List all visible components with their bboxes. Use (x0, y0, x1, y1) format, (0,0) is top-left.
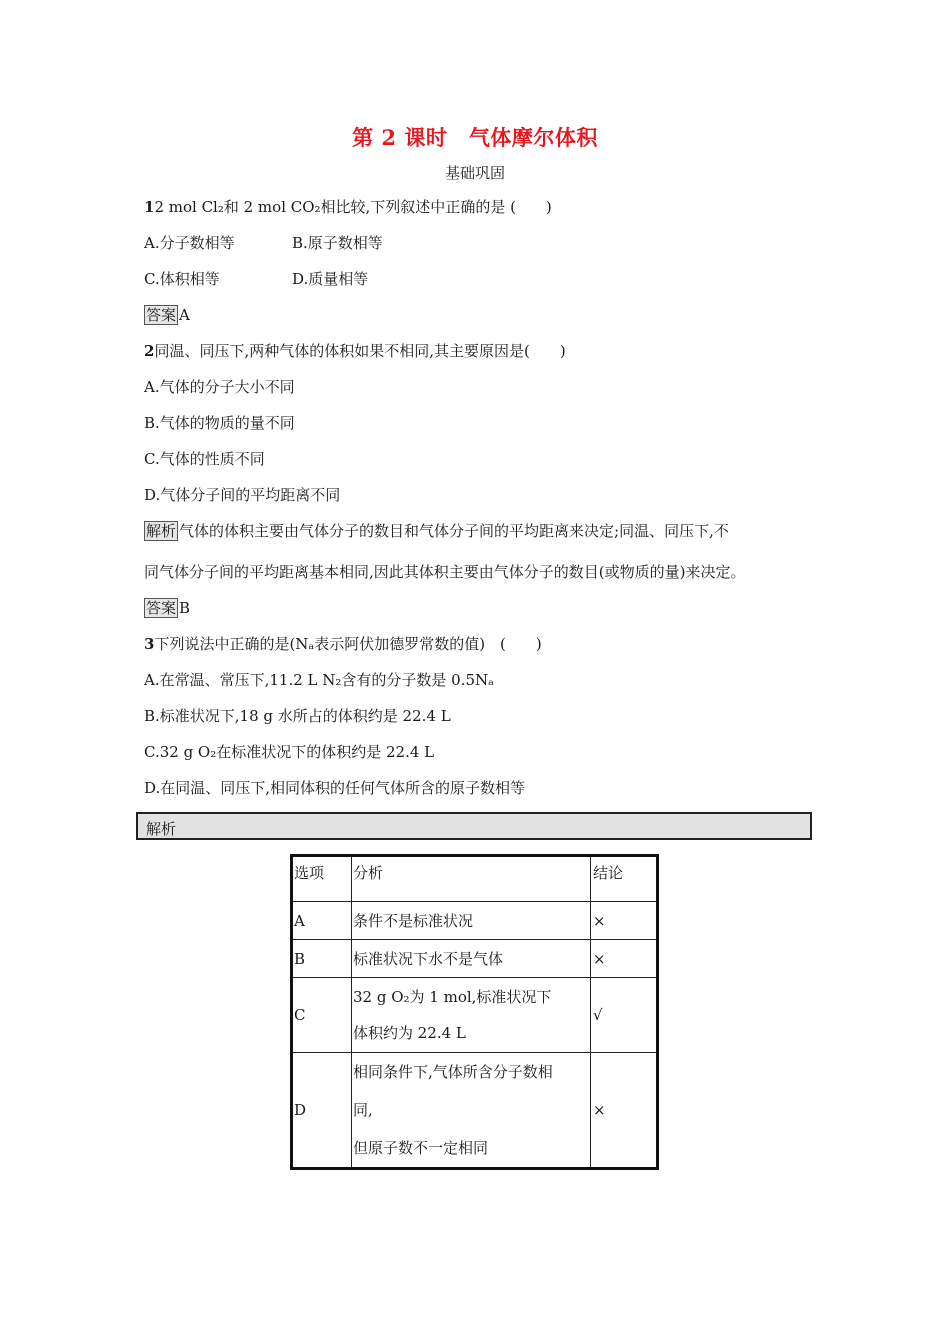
q2-answer (144, 598, 190, 618)
question-3-stem (144, 634, 542, 654)
q1-option-b: B.原子数相等 (292, 234, 383, 252)
answer-value: A (179, 306, 190, 324)
q1-option-d: D.质量相等 (292, 270, 369, 288)
table-header-row (292, 856, 658, 902)
row-analysis (352, 1053, 591, 1169)
analysis-line: 但原子数不一定相同 (353, 1139, 489, 1157)
analysis-tag: 解析 (146, 522, 177, 540)
question-number: 2 (144, 342, 155, 360)
q3-option-d: D.在同温、同压下,相同体积的任何气体所含的原子数相等 (144, 779, 526, 797)
header-analysis: 分析 (352, 856, 591, 902)
row-option: B (292, 940, 352, 978)
row-conclusion: × (591, 902, 658, 940)
table-row (292, 978, 658, 1053)
question-2-stem (144, 341, 566, 361)
header-conclusion: 结论 (591, 856, 658, 902)
question-number: 1 (144, 198, 155, 216)
row-conclusion: √ (591, 978, 658, 1053)
question-number: 3 (144, 635, 155, 653)
analysis-line: 相同条件下,气体所含分子数相 (353, 1063, 553, 1081)
question-text: 2 mol Cl₂和 2 mol CO₂相比较,下列叙述中正确的是 ( ) (154, 198, 552, 216)
question-text: 下列说法中正确的是(Nₐ表示阿伏加德罗常数的值) ( ) (154, 635, 542, 653)
q3-option-b: B.标准状况下,18 g 水所占的体积约是 22.4 L (144, 707, 451, 725)
answer-tag: 答案 (146, 599, 177, 617)
analysis-line: 体积约为 22.4 L (353, 1024, 466, 1042)
q2-analysis-line-2: 同气体分子间的平均距离基本相同,因此其体积主要由气体分子的数目(或物质的量)来决定。 (144, 563, 746, 581)
q3-option-c: C.32 g O₂在标准状况下的体积约是 22.4 L (144, 743, 435, 761)
q1-option-a: A.分子数相等 (144, 234, 235, 252)
row-option: A (292, 902, 352, 940)
header-option: 选项 (292, 856, 352, 902)
analysis-tag: 解析 (146, 820, 177, 838)
q2-option-a: A.气体的分子大小不同 (144, 378, 295, 396)
q3-option-a: A.在常温、常压下,11.2 L N₂含有的分子数是 0.5Nₐ (144, 671, 494, 689)
analysis-line: 同, (353, 1101, 373, 1119)
lesson-title: 第 2 课时 气体摩尔体积 (352, 125, 598, 150)
row-option: D (292, 1053, 352, 1169)
table-row (292, 902, 658, 940)
question-1-stem (144, 197, 552, 217)
analysis-table (290, 854, 659, 1170)
analysis-text: 气体的体积主要由气体分子的数目和气体分子间的平均距离来决定;同温、同压下,不 (179, 522, 729, 540)
answer-value: B (179, 599, 191, 617)
section-subtitle: 基础巩固 (444, 164, 505, 182)
q1-option-c: C.体积相等 (144, 270, 220, 288)
q1-answer (144, 305, 190, 325)
q2-option-d: D.气体分子间的平均距离不同 (144, 486, 341, 504)
q3-analysis-header (136, 812, 812, 840)
q2-option-c: C.气体的性质不同 (144, 450, 265, 468)
row-option: C (292, 978, 352, 1053)
row-conclusion: × (591, 1053, 658, 1169)
q2-option-b: B.气体的物质的量不同 (144, 414, 295, 432)
question-text: 同温、同压下,两种气体的体积如果不相同,其主要原因是( ) (154, 342, 566, 360)
row-conclusion: × (591, 940, 658, 978)
answer-tag: 答案 (146, 306, 177, 324)
row-analysis: 标准状况下水不是气体 (352, 940, 591, 978)
q2-analysis-line-1 (144, 521, 729, 541)
row-analysis (352, 978, 591, 1053)
analysis-line: 32 g O₂为 1 mol,标准状况下 (353, 988, 552, 1006)
table-row (292, 1053, 658, 1169)
row-analysis: 条件不是标准状况 (352, 902, 591, 940)
table-row (292, 940, 658, 978)
